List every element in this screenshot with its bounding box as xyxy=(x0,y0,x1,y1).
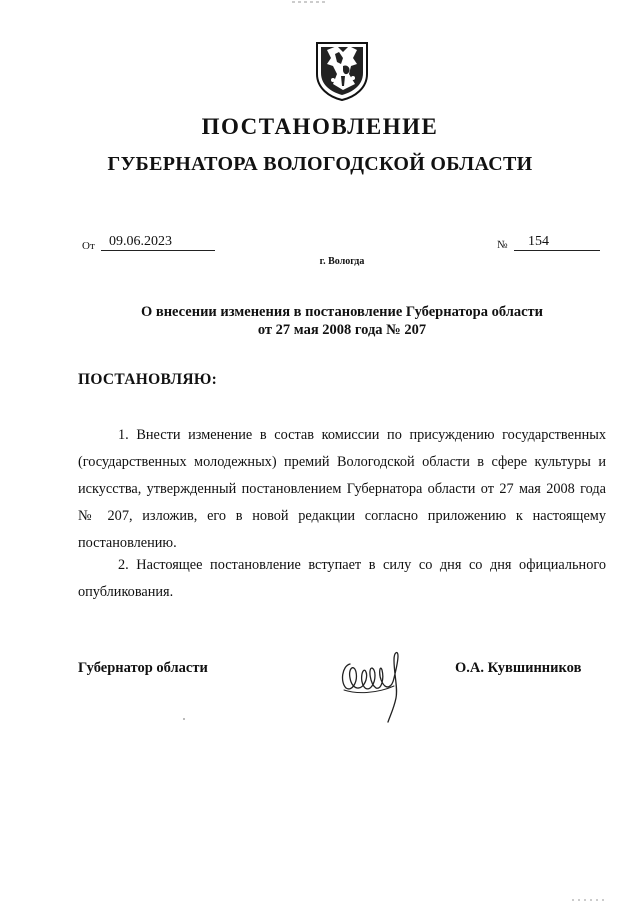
date-value: 09.06.2023 xyxy=(101,234,215,251)
city-label: г. Вологда xyxy=(319,256,365,267)
signer-name: О.А. Кувшинников xyxy=(455,660,582,676)
date-label: От xyxy=(82,240,95,252)
paragraph-1: 1. Внести изменение в состав комиссии по присуждению государственных (государственных молодежных) премий Вологодской области в сфере культуры и искусства, утвержденный постановлением Губернатора области от 27 мая 2008 года № 207, изложив, его в новой редакции согласно приложению к настоящему постановлению. xyxy=(78,427,606,551)
paragraph-2: 2. Настоящее постановление вступает в силу со дня со дня официального опубликования. xyxy=(78,557,606,600)
coat-of-arms-icon xyxy=(313,40,371,102)
subject-line-2: от 27 мая 2008 года № 207 xyxy=(257,322,427,338)
scan-dot xyxy=(183,718,185,720)
subject-heading xyxy=(60,303,624,339)
scan-mark xyxy=(290,0,330,4)
signer-position: Губернатор области xyxy=(78,660,208,676)
scan-mark xyxy=(570,898,610,902)
number-label: № xyxy=(497,239,508,251)
document-subtitle: ГУБЕРНАТОРА ВОЛОГОДСКОЙ ОБЛАСТИ xyxy=(107,153,533,175)
resolve-heading: ПОСТАНОВЛЯЮ: xyxy=(78,371,218,388)
subject-line-1: О внесении изменения в постановление Губернатора области xyxy=(140,304,544,320)
handwritten-signature xyxy=(336,634,416,724)
document-title: ПОСТАНОВЛЕНИЕ xyxy=(201,114,439,139)
number-value: 154 xyxy=(514,234,600,251)
